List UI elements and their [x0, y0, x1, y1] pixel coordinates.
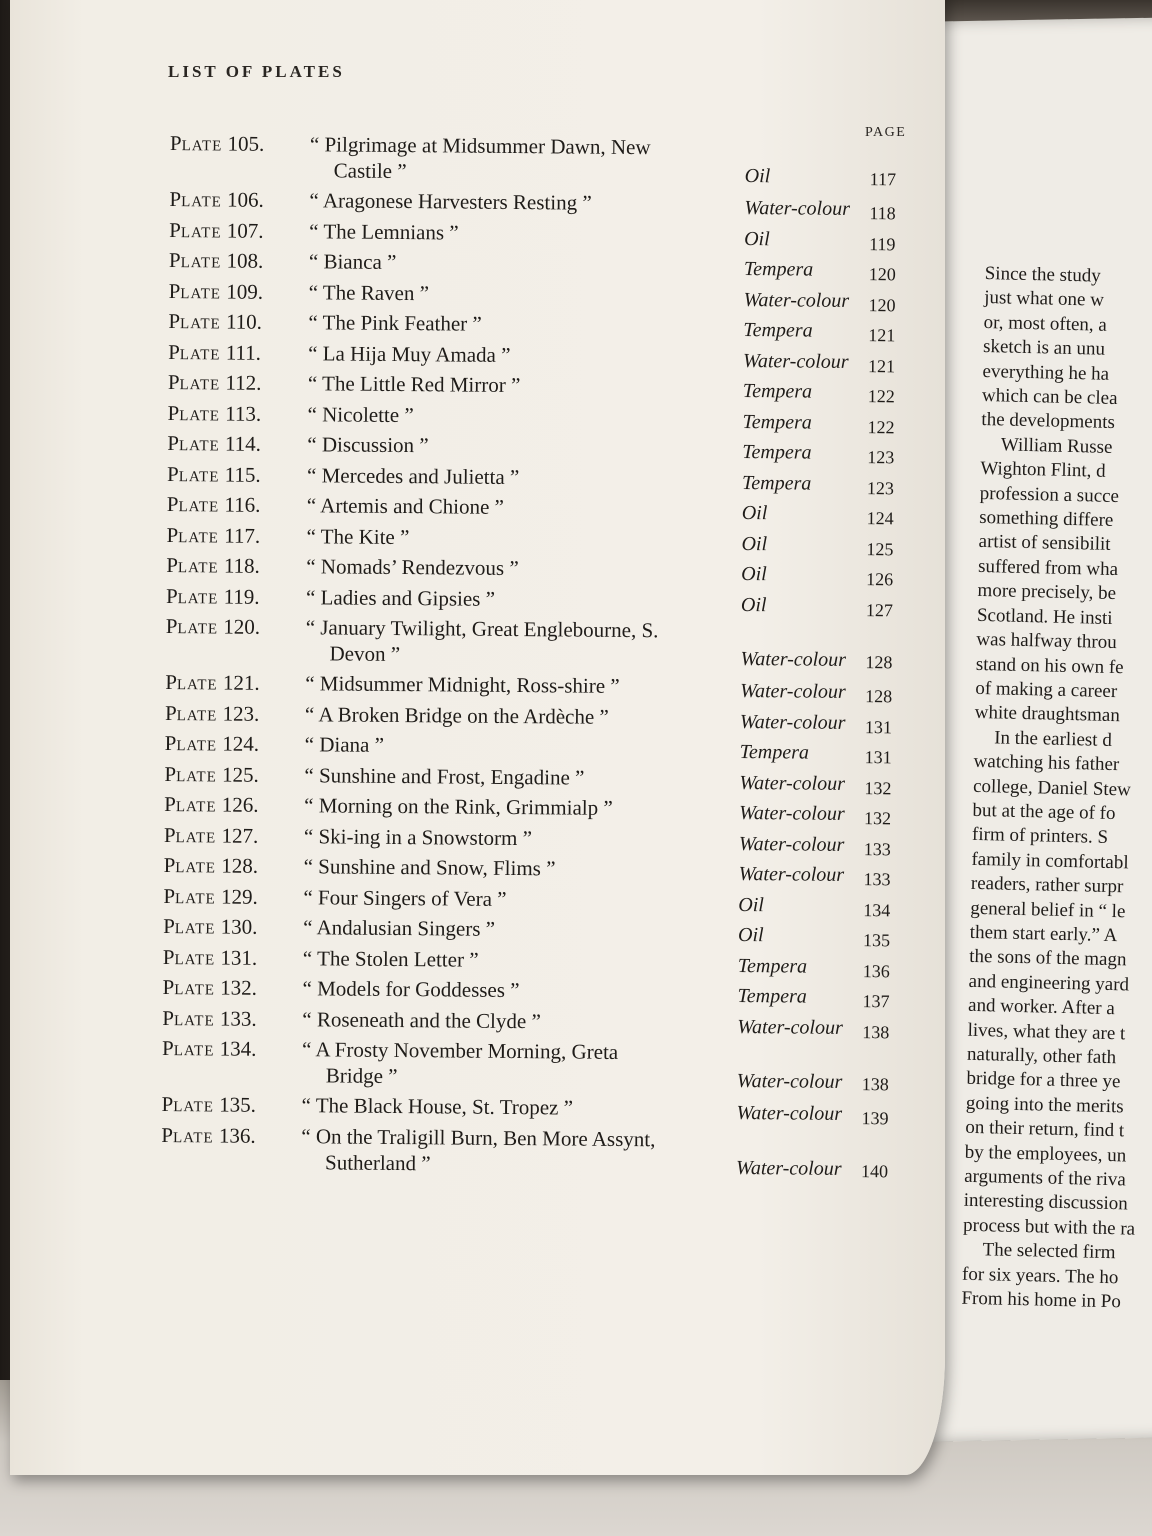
plate-no: 125. — [216, 761, 259, 787]
plate-label: PLATE — [167, 430, 220, 456]
plate-title-line: “ Nomads’ Rendezvous ” — [306, 554, 519, 581]
text-line: and worker. After a — [967, 994, 1115, 1020]
plate-title — [303, 884, 723, 914]
plate-number — [163, 943, 258, 973]
plate-number — [161, 1121, 256, 1151]
plate-label: PLATE — [168, 308, 221, 334]
plate-row — [166, 552, 906, 590]
plate-title-continuation: Devon ” — [329, 641, 401, 667]
plate-title-line: “ Midsummer Midnight, Ross-shire ” — [305, 671, 620, 698]
text-line: naturally, other fath — [966, 1043, 1117, 1069]
plate-label: PLATE — [163, 913, 216, 939]
plate-number — [167, 491, 261, 521]
plate-title-continuation: Castile ” — [333, 158, 407, 184]
plate-number — [168, 338, 261, 368]
plate-medium: Oil — [738, 893, 765, 916]
text-line: the developments — [981, 409, 1116, 434]
plate-page: 120 — [868, 294, 896, 315]
plate-title-line: “ Discussion ” — [307, 432, 429, 458]
text-line: white draughtsman — [974, 702, 1121, 727]
plate-label: PLATE — [165, 613, 219, 639]
plate-number — [162, 1004, 257, 1034]
plate-title-line: “ Sunshine and Snow, Flims ” — [303, 854, 556, 881]
plate-label: PLATE — [164, 730, 218, 756]
text-line: arguments of the riva — [964, 1165, 1127, 1191]
plate-medium: Water-colour — [735, 1156, 842, 1180]
text-line: artist of sensibilit — [978, 531, 1111, 556]
text-line: going into the merits — [965, 1092, 1124, 1118]
plate-number — [167, 430, 261, 460]
plate-number — [168, 308, 262, 338]
plate-number — [165, 730, 260, 760]
plate-title — [309, 187, 729, 217]
text-line: and engineering yard — [968, 970, 1130, 996]
plate-no: 119. — [218, 583, 260, 609]
plate-number — [164, 852, 259, 882]
plate-no: 121. — [217, 670, 260, 695]
plate-no: 108. — [221, 248, 264, 273]
text-line: The selected firm — [982, 1239, 1116, 1264]
plate-medium: Tempera — [737, 984, 807, 1008]
plate-label: PLATE — [168, 339, 221, 364]
text-line: on their return, find t — [965, 1116, 1125, 1142]
plate-title-line: “ Diana ” — [304, 732, 385, 757]
plate-label: PLATE — [162, 1005, 215, 1030]
plate-page: 136 — [862, 960, 890, 981]
text-line: profession a succe — [979, 482, 1120, 507]
plate-title-line: “ Andalusian Singers ” — [303, 915, 496, 941]
plate-number — [167, 460, 261, 490]
plate-title-line: “ The Raven ” — [308, 279, 430, 305]
plate-page: 132 — [864, 808, 892, 829]
text-line: In the earliest d — [993, 727, 1113, 751]
plate-number — [165, 669, 260, 699]
plate-page: 140 — [860, 1160, 889, 1181]
plate-page: 122 — [867, 386, 895, 407]
plate-label: PLATE — [163, 822, 217, 847]
plate-page: 123 — [867, 447, 895, 468]
plate-number — [167, 399, 261, 429]
plate-medium: Tempera — [743, 258, 814, 281]
plate-title — [302, 975, 722, 1005]
text-line: family in comfortabl — [971, 848, 1129, 874]
plate-title — [308, 370, 728, 400]
plate-label: PLATE — [166, 461, 220, 486]
plate-no: 113. — [219, 400, 262, 426]
plate-page: 127 — [865, 599, 894, 620]
plate-page: 133 — [863, 838, 891, 859]
text-line: Wighton Flint, d — [980, 458, 1106, 483]
plate-row — [165, 582, 906, 620]
plate-medium: Water-colour — [743, 288, 850, 312]
plate-number — [161, 1091, 256, 1121]
plate-number — [170, 130, 265, 160]
plate-page: 121 — [868, 325, 896, 346]
text-line: general belief in “ le — [970, 897, 1126, 922]
plate-no: 136. — [213, 1122, 256, 1148]
plate-page: 125 — [866, 538, 894, 559]
plate-title — [304, 762, 724, 792]
plate-medium: Water-colour — [740, 679, 846, 703]
plate-title — [303, 945, 723, 975]
plate-title-line: “ Artemis and Chione ” — [306, 493, 505, 519]
plate-title — [306, 523, 726, 553]
plate-medium: Tempera — [742, 410, 812, 434]
plate-title-line: “ A Broken Bridge on the Ardèche ” — [304, 701, 609, 729]
plate-number — [166, 552, 260, 582]
plate-number — [162, 974, 257, 1004]
plate-title-line: “ Bianca ” — [308, 249, 397, 274]
left-page — [10, 0, 945, 1475]
plate-title — [304, 853, 724, 883]
plate-medium: Tempera — [741, 471, 812, 495]
plate-page: 121 — [867, 355, 896, 376]
plate-title — [304, 823, 724, 853]
plate-label: PLATE — [164, 791, 217, 817]
plate-medium: Water-colour — [744, 197, 851, 220]
plate-title — [308, 340, 728, 370]
plate-page: 118 — [869, 203, 896, 224]
plate-title-line: “ The Lemnians ” — [309, 218, 459, 245]
text-line: suffered from wha — [977, 555, 1119, 580]
plate-medium: Oil — [740, 593, 767, 616]
plate-number — [166, 582, 260, 612]
plate-no: 133. — [214, 1005, 257, 1031]
plate-no: 132. — [214, 975, 258, 1000]
plate-title — [301, 1123, 721, 1179]
plate-label: PLATE — [169, 131, 223, 156]
plate-title — [308, 401, 728, 431]
plate-page: 124 — [866, 508, 894, 529]
plate-number — [164, 821, 259, 851]
plate-label: PLATE — [165, 583, 219, 608]
text-line: them start early.” A — [969, 921, 1118, 947]
plate-page: 128 — [865, 652, 893, 673]
plate-title-line: “ The Little Red Mirror ” — [307, 371, 521, 398]
plate-title — [308, 309, 728, 339]
right-page-text — [961, 262, 1152, 1316]
plate-no: 105. — [222, 131, 265, 156]
text-line: lives, what they are t — [967, 1019, 1126, 1044]
plate-number — [168, 369, 262, 399]
text-line: Scotland. He insti — [976, 604, 1113, 629]
text-line: William Russe — [1000, 434, 1113, 458]
plate-medium: Water-colour — [736, 1101, 843, 1125]
plate-label: PLATE — [161, 1035, 215, 1061]
text-line: which can be clea — [981, 384, 1118, 410]
plate-label: PLATE — [166, 491, 220, 517]
plate-page: 135 — [862, 930, 891, 951]
plate-row — [165, 613, 906, 673]
plate-title — [307, 431, 727, 461]
plate-medium: Tempera — [743, 319, 813, 342]
text-line: interesting discussion — [963, 1190, 1129, 1215]
plate-page: 126 — [866, 569, 894, 590]
plate-title-line: “ Roseneath and the Clyde ” — [302, 1006, 541, 1033]
text-line: or, most often, a — [983, 311, 1108, 336]
plate-no: 106. — [221, 187, 264, 212]
plate-medium: Water-colour — [740, 647, 847, 671]
plate-title — [306, 584, 726, 614]
plate-row — [162, 943, 903, 981]
plate-page: 123 — [866, 477, 895, 498]
plate-medium: Oil — [741, 563, 767, 586]
text-line: bridge for a three ye — [966, 1068, 1121, 1093]
plate-number — [166, 521, 260, 551]
plate-title-line: “ Models for Goddesses ” — [302, 976, 520, 1003]
plate-number — [166, 613, 261, 643]
plate-title-line: “ La Hija Muy Amada ” — [308, 340, 511, 367]
plate-no: 107. — [221, 217, 264, 243]
plate-title-continuation: Sutherland ” — [324, 1149, 431, 1175]
plate-row — [163, 913, 903, 951]
plate-medium: Oil — [737, 923, 764, 947]
plate-page: 138 — [861, 1074, 889, 1095]
plate-no: 135. — [213, 1092, 257, 1117]
plate-title — [305, 670, 725, 700]
running-head: LIST OF PLATES — [168, 62, 345, 81]
plate-title-line: “ A Frosty November Morning, Greta — [301, 1037, 619, 1064]
plate-number — [165, 699, 260, 729]
plate-title — [305, 701, 725, 731]
text-line: but at the age of fo — [972, 799, 1116, 825]
plate-medium: Oil — [744, 165, 771, 188]
plate-no: 109. — [220, 278, 264, 304]
plate-no: 110. — [220, 309, 263, 334]
plate-page: 131 — [864, 716, 892, 737]
plate-page: 128 — [865, 686, 893, 707]
plate-number — [162, 1035, 257, 1065]
plate-title — [307, 462, 727, 492]
plate-title-line: “ Nicolette ” — [307, 401, 414, 427]
text-line: watching his father — [973, 750, 1120, 776]
plate-no: 117. — [218, 522, 261, 548]
plate-medium: Water-colour — [738, 862, 845, 886]
plate-title-line: “ The Pink Feather ” — [308, 310, 482, 336]
plate-no: 115. — [219, 461, 261, 487]
plate-no: 111. — [220, 339, 262, 365]
plate-title-line: “ The Kite ” — [306, 523, 410, 549]
plate-number — [164, 791, 259, 821]
plate-page: 131 — [864, 747, 892, 768]
plate-medium: Water-colour — [738, 832, 845, 856]
plate-title — [301, 1092, 721, 1122]
plate-page: 137 — [862, 991, 890, 1012]
plate-no: 128. — [215, 853, 259, 878]
text-line: the sons of the magn — [968, 946, 1127, 971]
text-line: From his home in Po — [961, 1287, 1122, 1313]
plate-title-line: “ Aragonese Harvesters Resting ” — [309, 188, 592, 215]
plate-page: 122 — [867, 416, 895, 437]
plate-label: PLATE — [162, 974, 216, 1000]
plate-label: PLATE — [161, 1091, 214, 1117]
plate-title — [307, 492, 727, 522]
plate-title-line: “ Morning on the Rink, Grimmialp ” — [304, 793, 613, 820]
text-line: Since the study — [984, 262, 1102, 287]
plate-medium: Tempera — [742, 441, 812, 464]
plate-title-line: “ Ski-ing in a Snowstorm ” — [303, 823, 533, 850]
plate-medium: Tempera — [739, 740, 810, 764]
plate-no: 120. — [218, 614, 261, 639]
plate-page: 120 — [868, 264, 896, 285]
plate-title — [306, 553, 726, 583]
plate-page: 134 — [863, 899, 891, 920]
plate-label: PLATE — [167, 400, 221, 425]
plate-medium: Oil — [741, 502, 768, 525]
plate-no: 134. — [214, 1036, 257, 1061]
plate-no: 124. — [216, 731, 260, 756]
plate-medium: Water-colour — [736, 1069, 843, 1093]
plate-medium: Oil — [741, 532, 768, 555]
plate-title — [303, 914, 723, 944]
plate-medium: Tempera — [742, 380, 813, 403]
plate-title — [309, 218, 729, 248]
plate-medium: Water-colour — [739, 771, 846, 795]
plate-label: PLATE — [164, 761, 217, 786]
plate-title-line: “ Ladies and Gipsies ” — [305, 584, 496, 611]
plate-number — [169, 247, 264, 277]
plate-row — [169, 186, 910, 224]
plate-title — [305, 731, 725, 761]
plate-medium: Water-colour — [743, 349, 849, 373]
plate-title — [309, 279, 729, 309]
plate-label: PLATE — [163, 852, 217, 878]
plate-page: 117 — [869, 169, 897, 190]
plate-label: PLATE — [167, 369, 221, 395]
text-line: college, Daniel Stew — [972, 775, 1132, 800]
plate-label: PLATE — [169, 186, 222, 212]
plate-page: 133 — [863, 869, 891, 890]
plate-title — [302, 1006, 722, 1036]
plate-label: PLATE — [164, 700, 218, 725]
text-line: was halfway throu — [976, 628, 1117, 654]
plate-title-line: “ The Black House, St. Tropez ” — [301, 1093, 574, 1120]
plate-no: 130. — [215, 914, 258, 939]
text-line: sketch is an unu — [982, 336, 1106, 360]
plate-medium: Water-colour — [737, 1015, 843, 1039]
text-line: for six years. The ho — [961, 1263, 1119, 1288]
plate-medium: Tempera — [737, 954, 808, 978]
plate-no: 118. — [218, 553, 260, 578]
text-line: readers, rather surpr — [970, 872, 1124, 898]
plate-title — [310, 131, 730, 187]
plate-title-line: “ Sunshine and Frost, Engadine ” — [304, 762, 585, 790]
plate-title-line: “ On the Traligill Burn, Ben More Assynt, — [301, 1123, 656, 1151]
plate-title — [309, 248, 729, 278]
plate-no: 112. — [220, 370, 262, 395]
plate-medium: Water-colour — [739, 801, 845, 825]
plate-medium: Water-colour — [739, 710, 846, 734]
plate-label: PLATE — [169, 217, 222, 242]
plate-number — [169, 186, 264, 216]
plate-label: PLATE — [165, 669, 218, 695]
plate-title-line: “ Four Singers of Vera ” — [303, 884, 507, 911]
plate-page: 119 — [869, 233, 896, 254]
plate-no: 127. — [216, 822, 259, 848]
text-line: of making a career — [975, 677, 1118, 703]
plate-title-line: “ Mercedes and Julietta ” — [306, 462, 520, 489]
plate-label: PLATE — [166, 522, 219, 547]
page-column-heading: PAGE — [865, 125, 907, 140]
plate-no: 129. — [215, 883, 258, 909]
text-line: process but with the ra — [962, 1214, 1136, 1240]
plate-medium: Oil — [744, 227, 770, 250]
plate-number — [163, 913, 258, 943]
plate-title — [302, 1036, 722, 1092]
plate-no: 131. — [215, 944, 258, 970]
plate-title-line: “ The Stolen Letter ” — [302, 945, 479, 972]
text-line: stand on his own fe — [975, 653, 1124, 678]
text-line: firm of printers. S — [971, 824, 1109, 849]
plate-label: PLATE — [163, 883, 216, 908]
plate-label: PLATE — [168, 247, 222, 273]
plate-page: 138 — [862, 1021, 890, 1042]
plate-title — [305, 614, 725, 670]
text-line: by the employees, un — [964, 1141, 1127, 1167]
text-line: just what one w — [983, 287, 1105, 312]
text-line: something differe — [978, 506, 1114, 532]
plate-number — [169, 216, 264, 246]
plate-title — [304, 792, 724, 822]
plate-no: 123. — [217, 700, 260, 726]
plate-label: PLATE — [168, 278, 222, 303]
plate-list — [10, 0, 945, 1297]
plate-title-line: “ Pilgrimage at Midsummer Dawn, New — [309, 132, 651, 160]
plate-title-line: “ January Twilight, Great Englebourne, S. — [305, 615, 659, 643]
plate-number — [164, 760, 259, 790]
plate-title-continuation: Bridge ” — [325, 1063, 398, 1089]
plate-no: 116. — [219, 492, 261, 517]
plate-no: 114. — [219, 431, 262, 456]
text-line: everything he ha — [982, 360, 1110, 385]
plate-number — [169, 277, 264, 307]
plate-label: PLATE — [161, 1122, 214, 1147]
plate-row — [168, 247, 909, 285]
plate-label: PLATE — [166, 552, 219, 578]
plate-page: 132 — [864, 777, 892, 798]
plate-label: PLATE — [162, 944, 216, 969]
plate-number — [163, 882, 258, 912]
plate-row — [166, 521, 907, 559]
plate-no: 126. — [216, 792, 259, 817]
plate-page: 139 — [861, 1108, 889, 1129]
text-line: more precisely, be — [977, 580, 1117, 605]
